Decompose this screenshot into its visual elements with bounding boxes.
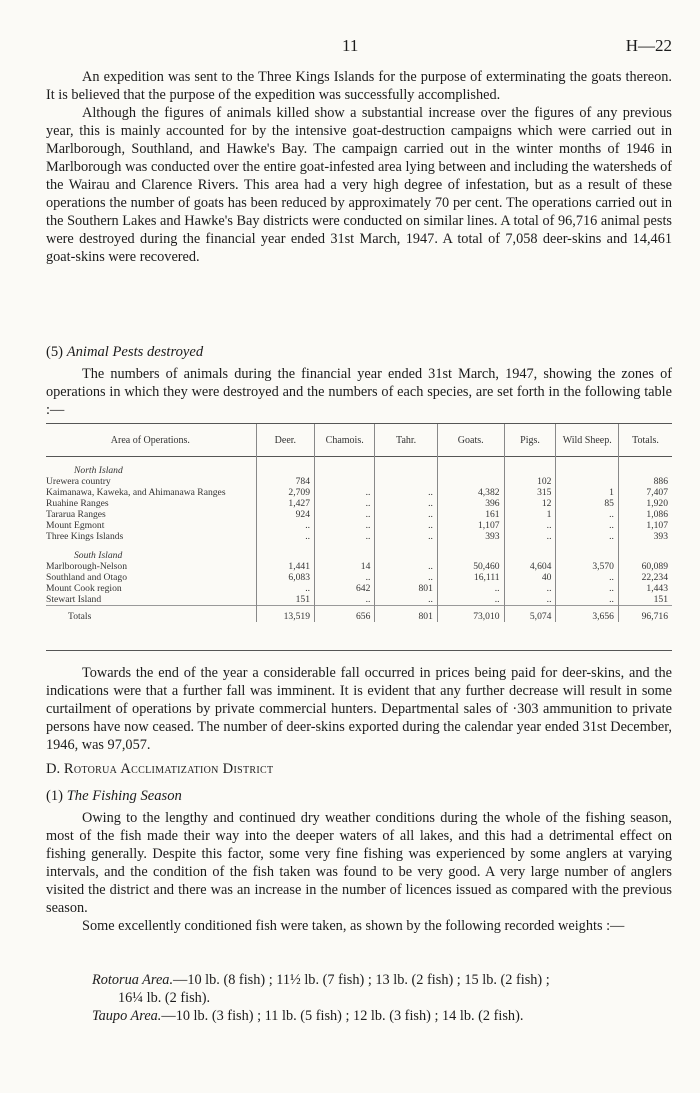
page-header — [46, 36, 672, 58]
group-row-north-island: North Island — [46, 457, 672, 477]
col-tahr: Tahr. — [375, 424, 437, 457]
intro-text — [46, 68, 672, 266]
document-reference: H—22 — [625, 36, 672, 55]
table-row: Southland and Otago 6,083 .. .. 16,111 40 .. 22,234 — [46, 572, 672, 583]
district-heading: D. Rotorua Acclimatization District — [46, 761, 274, 777]
table-header-row — [46, 424, 672, 457]
col-deer: Deer. — [256, 424, 314, 457]
table-bottom-rule — [46, 650, 672, 651]
col-goats: Goats. — [437, 424, 504, 457]
paragraph-figures: Although the figures of animals killed show a substantial increase over the figures of any previous year, this is mainly accounted for by the intensive goat-destruction campaigns which were carried out in Marlborough, Southland, and Hawke's Bay. The campaign carried out in the winter months of 1946 in Marlborough was conducted over the entire goat-infested area lying between and including the watersheds of the Wairau and Clarence Rivers. This area had a very high degree of infestation, but as a result of these operations the number of goats has been reduced by approximately 70 per cent. The operations carried out in the Southern Lakes and Hawke's Bay districts were conducted on similar lines. A total of 96,716 animal pests were destroyed during the financial year ended 31st March, 1947. A total of 7,058 deer-skins and 14,461 goat-skins were recovered. — [46, 105, 672, 265]
table-row: Mount Cook region .. 642 801 .. .. .. 1,443 — [46, 583, 672, 594]
table-row: Ruahine Ranges 1,427 .. .. 396 12 85 1,920 — [46, 498, 672, 509]
section-heading-fishing-season: (1) The Fishing Season — [46, 788, 182, 804]
table-row: Urewera country 784 102 886 — [46, 476, 672, 487]
col-totals: Totals. — [618, 424, 672, 457]
page-number: 11 — [342, 36, 359, 55]
table-row: Kaimanawa, Kaweka, and Ahimanawa Ranges 2,709 .. .. 4,382 315 1 7,407 — [46, 487, 672, 498]
recorded-weights — [46, 971, 672, 1025]
fishing-season-text: Owing to the lengthy and continued dry weather conditions during the whole of the fishing season, most of the fish made their way into the deeper waters of all lakes, and this had a detrimental effect on fishing generally. Despite this factor, some very fine fishing was experienced by some anglers at varying intervals, and the condition of the fish taken was found to be very good. A very large number of anglers visited the district and there was an increase in the number of licences issued as compared with the previous season. Some excellently conditioned fish were taken, as shown by the following recorded weights :— — [46, 810, 672, 934]
col-chamois: Chamois. — [315, 424, 375, 457]
table-row: Three Kings Islands .. .. .. 393 .. .. 393 — [46, 531, 672, 542]
section-animal-pests-text: The numbers of animals during the financial year ended 31st March, 1947, showing the zones of operations in which they were destroyed and the numbers of each species, are set forth in the following table :— — [46, 366, 672, 418]
deer-skin-prices-text: Towards the end of the year a considerable fall occurred in prices being paid for deer-skins, and the indications were that a further fall was imminent. It is evident that any further decrease will result in some curtailment of operations by private commercial hunters. Departmental sales of ·303 ammunition to private persons have now ceased. The number of deer-skins exported during the calendar year ended 31st December, 1946, was 97,057. — [46, 665, 672, 753]
rotorua-weights: Rotorua Area.—10 lb. (8 fish) ; 11½ lb. (7 fish) ; 13 lb. (2 fish) ; 15 lb. (2 fish) ; — [92, 972, 550, 988]
table-row: Tararua Ranges 924 .. .. 161 1 .. 1,086 — [46, 509, 672, 520]
table-row: Stewart Island 151 .. .. .. .. .. 151 — [46, 594, 672, 606]
table-totals-row: Totals 13,519 656 801 73,010 5,074 3,656 96,716 — [46, 606, 672, 623]
table-row: Marlborough-Nelson 1,441 14 .. 50,460 4,604 3,570 60,089 — [46, 561, 672, 572]
paragraph-expedition: An expedition was sent to the Three Kings Islands for the purpose of exterminating the goats thereon. It is believed that the purpose of the expedition was successfully accomplished. — [46, 69, 672, 103]
col-pigs: Pigs. — [504, 424, 556, 457]
col-wild-sheep: Wild Sheep. — [556, 424, 618, 457]
rotorua-weights-continued: 16¼ lb. (2 fish). — [118, 990, 211, 1006]
taupo-weights: Taupo Area.—10 lb. (3 fish) ; 11 lb. (5 fish) ; 12 lb. (3 fish) ; 14 lb. (2 fish). — [92, 1008, 524, 1024]
table-body — [46, 457, 672, 623]
animal-pests-table — [46, 424, 672, 622]
section-heading-animal-pests: (5) Animal Pests destroyed — [46, 344, 204, 360]
table-row: Mount Egmont .. .. .. 1,107 .. .. 1,107 — [46, 520, 672, 531]
col-area: Area of Operations. — [110, 434, 190, 446]
group-row-south-island: South Island — [46, 542, 672, 561]
